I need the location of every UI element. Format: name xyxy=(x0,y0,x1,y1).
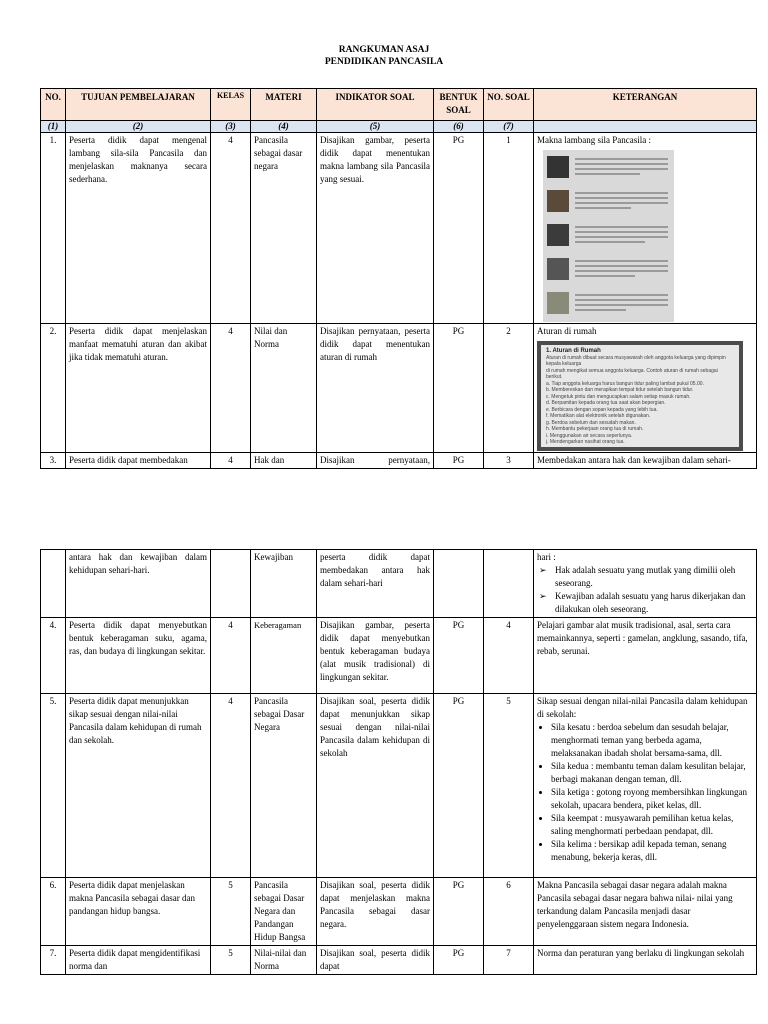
list-item: • Sila keempat : musyawarah pemilihan ketua kelas, saling menghormati perbedaan pendapat, dll. xyxy=(551,812,753,838)
row-tujuan: Peserta didik dapat menjelaskan manfaat mematuhi aturan dan akibat jika tidak mematuhi aturan. xyxy=(66,324,211,453)
row-nosoal: 5 xyxy=(484,694,534,878)
row-no: 5. xyxy=(41,694,66,878)
row-indikator: Disajikan gambar, peserta didik dapat menyebutkan bentuk keberagaman budaya (alat musik tradisional) di lingkungan sekitar. xyxy=(317,618,434,694)
header-kelas: KELAS xyxy=(211,89,251,121)
row-indikator: Disajikan soal, peserta didik dapat xyxy=(317,946,434,975)
row-bentuk xyxy=(434,550,484,618)
row-nosoal: 4 xyxy=(484,618,534,694)
row-no xyxy=(41,550,66,618)
row-keterangan xyxy=(534,324,757,453)
title-line-1: RANGKUMAN ASAJ xyxy=(338,45,430,55)
aturan-rumah-image xyxy=(537,341,743,451)
chain-icon xyxy=(547,190,569,212)
header-number-row xyxy=(41,121,757,133)
row-keterangan: Makna Pancasila sebagai dasar negara adalah makna Pancasila sebagai dasar negara bahwa nilai- nilai yang terkandung dalam Pancasila menjadi dasar penyelenggaraan sistem negara Indonesia. xyxy=(534,878,757,946)
table-row xyxy=(41,133,757,324)
bull-head-icon xyxy=(547,258,569,280)
list-item: • Sila kedua : membantu teman dalam kesulitan belajar, berbagi makanan dengan teman, dll. xyxy=(551,760,753,786)
row-nosoal xyxy=(484,550,534,618)
row-nosoal: 2 xyxy=(484,324,534,453)
row-tujuan: Peserta didik dapat mengidentifikasi norma dan xyxy=(66,946,211,975)
row-keterangan: Membedakan antara hak dan kewajiban dalam sehari- xyxy=(534,453,757,469)
image-line: Aturan di rumah dibuat secara musyawarah oleh anggota keluarga yang dipimpin kepala keluarga xyxy=(546,354,726,367)
star-icon xyxy=(547,156,569,178)
row-tujuan: Peserta didik dapat mengenal lambang sila-sila Pancasila dan menjelaskan maknanya secara sederhana. xyxy=(66,133,211,324)
row-tujuan: Peserta didik dapat menyebutkan bentuk keberagaman suku, agama, ras, dan budaya di lingkungan sekitar. xyxy=(66,618,211,694)
header-no: NO. xyxy=(41,89,66,121)
image-line: d. Berpamitan kepada orang tua saat akan bepergian. xyxy=(546,400,666,406)
row-indikator: peserta didik dapat membedakan antara hak dalam sehari-hari xyxy=(317,550,434,618)
keterangan-text: Makna lambang sila Pancasila : xyxy=(537,135,651,145)
keterangan-text: Sikap sesuai dengan nilai-nilai Pancasila dalam kehidupan di sekolah: xyxy=(537,696,748,719)
row-materi: Kewajiban xyxy=(251,550,317,618)
row-materi: Nilai dan Norma xyxy=(251,324,317,453)
row-bentuk: PG xyxy=(434,694,484,878)
list-item: • Sila kesatu : berdoa sebelum dan sesudah belajar, menghormati teman yang berbeda agama, melaksanakan ibadah sholat bersama-sama, dll. xyxy=(551,721,753,760)
rice-cotton-icon xyxy=(547,292,569,314)
colnum-7: (7) xyxy=(484,121,534,133)
title-line-2: PENDIDIKAN PANCASILA xyxy=(324,57,444,67)
row-nosoal: 7 xyxy=(484,946,534,975)
image-line: f. Mematikan alat elektronik setelah digunakan. xyxy=(546,413,651,419)
row-materi: Pancasila sebagai Dasar Negara xyxy=(251,694,317,878)
row-bentuk: PG xyxy=(434,878,484,946)
row-indikator: Disajikan gambar, peserta didik dapat menentukan makna lambang sila Pancasila yang sesuai. xyxy=(317,133,434,324)
page-title xyxy=(0,44,768,68)
table-row xyxy=(41,878,757,946)
image-line: h. Membantu pekerjaan orang tua di rumah. xyxy=(546,426,644,432)
table-row xyxy=(41,694,757,878)
keterangan-list xyxy=(537,721,753,864)
lambang-pancasila-image xyxy=(543,150,674,322)
table-row xyxy=(41,946,757,975)
colnum-2: (2) xyxy=(66,121,211,133)
colnum-1: (1) xyxy=(41,121,66,133)
header-nosoal: NO. SOAL xyxy=(484,89,534,121)
image-line: e. Berbicara dengan sopan kepada yang lebih tua. xyxy=(546,406,658,413)
row-kelas: 5 xyxy=(211,878,251,946)
row-nosoal: 6 xyxy=(484,878,534,946)
image-line: i. Menggunakan air secara seperlunya. xyxy=(546,432,633,439)
colnum-6: (6) xyxy=(434,121,484,133)
table-row xyxy=(41,550,757,618)
list-item: • Sila kelima : bersikap adil kepada teman, senang menabung, bekerja keras, dll. xyxy=(551,838,753,864)
row-kelas: 4 xyxy=(211,694,251,878)
list-item: • Sila ketiga : gotong royong membersihkan lingkungan sekolah, upacara bendera, piket kelas, dll. xyxy=(551,786,753,812)
summary-table-page-2 xyxy=(40,549,757,975)
row-keterangan: Pelajari gambar alat musik tradisional, asal, serta cara memainkannya, seperti : gamelan, angklung, sasando, tifa, rebab, serunai. xyxy=(534,618,757,694)
keterangan-text: Aturan di rumah xyxy=(537,326,597,336)
list-item: ➢ Kewajiban adalah sesuatu yang harus dikerjakan dan dilakukan oleh seseorang. xyxy=(551,590,753,616)
row-no: 4. xyxy=(41,618,66,694)
row-indikator: Disajikan soal, peserta didik dapat menjelaskan makna Pancasila sebagai dasar negara. xyxy=(317,878,434,946)
table-row xyxy=(41,324,757,453)
keterangan-text: hari : xyxy=(537,552,556,562)
image-line: a. Tiap anggota keluarga harus bangun tidur paling lambat pukul 05.00. xyxy=(546,380,704,387)
header-row xyxy=(41,89,757,121)
row-materi: Keberagaman xyxy=(251,618,317,694)
row-nosoal: 1 xyxy=(484,133,534,324)
row-no: 3. xyxy=(41,453,66,469)
row-tujuan: Peserta didik dapat menunjukkan sikap sesuai dengan nilai-nilai Pancasila dalam kehidupan di rumah dan sekolah. xyxy=(66,694,211,878)
row-bentuk: PG xyxy=(434,618,484,694)
row-kelas: 4 xyxy=(211,324,251,453)
keterangan-list xyxy=(537,564,753,616)
row-keterangan xyxy=(534,133,757,324)
colnum-3: (3) xyxy=(211,121,251,133)
header-bentuk: BENTUK SOAL xyxy=(434,89,484,121)
row-tujuan: Peserta didik dapat membedakan xyxy=(66,453,211,469)
summary-table-page-1 xyxy=(40,88,757,469)
row-no: 7. xyxy=(41,946,66,975)
row-bentuk: PG xyxy=(434,133,484,324)
row-keterangan xyxy=(534,550,757,618)
row-tujuan: Peserta didik dapat menjelaskan makna Pancasila sebagai dasar dan pandangan hidup bangsa. xyxy=(66,878,211,946)
image-line: b. Membereskan dan merapikan tempat tidur setelah bangun tidur. xyxy=(546,387,694,393)
row-no: 1. xyxy=(41,133,66,324)
row-no: 2. xyxy=(41,324,66,453)
row-no: 6. xyxy=(41,878,66,946)
banyan-tree-icon xyxy=(547,224,569,246)
header-tujuan: TUJUAN PEMBELAJARAN xyxy=(66,89,211,121)
row-bentuk: PG xyxy=(434,453,484,469)
row-kelas: 4 xyxy=(211,453,251,469)
colnum-4: (4) xyxy=(251,121,317,133)
row-indikator: Disajikan pernyataan, peserta didik dapat menentukan aturan di rumah xyxy=(317,324,434,453)
row-keterangan xyxy=(534,694,757,878)
row-kelas: 5 xyxy=(211,946,251,975)
table-row xyxy=(41,618,757,694)
colnum-5: (5) xyxy=(317,121,434,133)
header-keterangan: KETERANGAN xyxy=(534,89,757,121)
row-bentuk: PG xyxy=(434,324,484,453)
row-materi: Hak dan xyxy=(251,453,317,469)
row-keterangan: Norma dan peraturan yang berlaku di lingkungan sekolah xyxy=(534,946,757,975)
header-materi: MATERI xyxy=(251,89,317,121)
table-row xyxy=(41,453,757,469)
row-indikator: Disajikan pernyataan, xyxy=(317,453,434,469)
row-nosoal: 3 xyxy=(484,453,534,469)
image-line: di rumah mengikat semua anggota keluarga. Contoh aturan di rumah sebagai berikut. xyxy=(546,367,718,380)
row-kelas xyxy=(211,550,251,618)
header-indikator: INDIKATOR SOAL xyxy=(317,89,434,121)
row-kelas: 4 xyxy=(211,133,251,324)
image-heading: 1. Aturan di Rumah xyxy=(546,348,601,354)
row-tujuan: antara hak dan kewajiban dalam kehidupan sehari-hari. xyxy=(66,550,211,618)
row-bentuk: PG xyxy=(434,946,484,975)
image-line: j. Mendengarkan nasihat orang tua. xyxy=(546,439,625,445)
row-materi: Pancasila sebagai dasar negara xyxy=(251,133,317,324)
row-materi: Nilai-nilai dan Norma xyxy=(251,946,317,975)
row-indikator: Disajikan soal, peserta didik dapat menunjukkan sikap sesuai dengan nilai-nilai Pancasila dalam kehidupan di sekolah xyxy=(317,694,434,878)
image-line: g. Berdoa sebelum dan sesudah makan. xyxy=(546,419,636,426)
row-materi: Pancasila sebagai Dasar Negara dan Pandangan Hidup Bangsa xyxy=(251,878,317,946)
list-item: ➢ Hak adalah sesuatu yang mutlak yang dimilii oleh seseorang. xyxy=(551,564,753,590)
row-kelas: 4 xyxy=(211,618,251,694)
image-line: c. Mengetuk pintu dan mengucapkan salam setiap masuk rumah. xyxy=(546,393,691,400)
colnum-8 xyxy=(534,121,757,133)
